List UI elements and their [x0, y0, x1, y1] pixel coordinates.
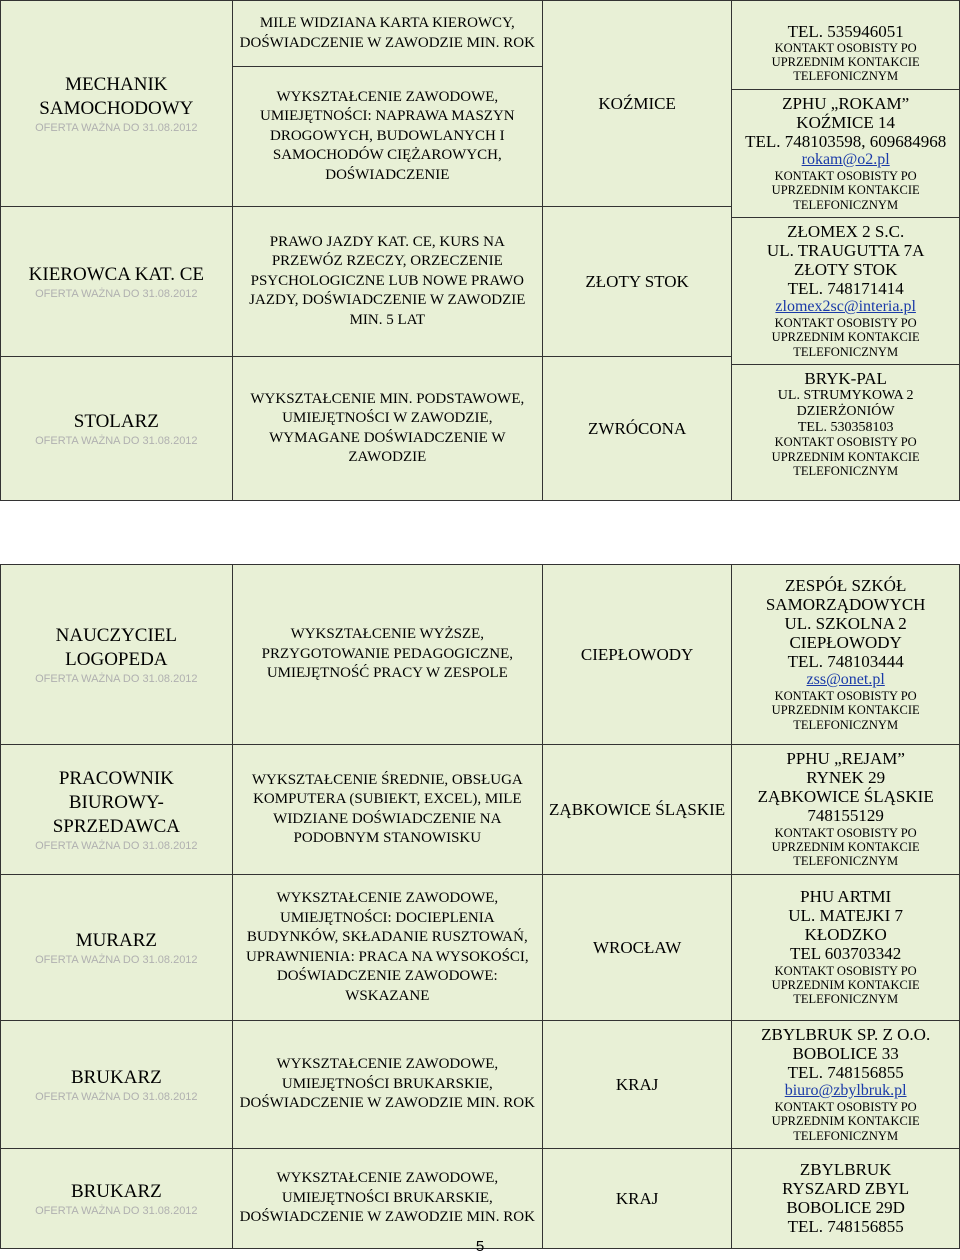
email-link[interactable]: zlomex2sc@interia.pl: [775, 298, 916, 316]
validity-note: OFERTA WAŻNA DO 31.08.2012: [35, 288, 198, 300]
requirements-cell: WYKSZTAŁCENIE MIN. PODSTAWOWE, UMIEJĘTNOŚCI W ZAWODZIE, WYMAGANE DOŚWIADCZENIE W ZAWODZIE: [232, 357, 542, 501]
place-cell: CIEPŁOWODY: [542, 565, 731, 745]
employer-entry: ZBYLBRUK SP. Z O.O. BOBOLICE 33 TEL. 748156855 biuro@zbylbruk.pl KONTAKT OSOBISTY PO UPRZEDNIM KONTAKCIE TELEFONICZNYM: [761, 1025, 931, 1143]
employer-entry: ZBYLBRUK RYSZARD ZBYL BOBOLICE 29D TEL. 748156855: [782, 1160, 910, 1237]
position-cell: [1, 875, 233, 1021]
employer-entry: BRYK-PAL UL. STRUMYKOWA 2 DZIERŻONIÓW TEL. 530358103 KONTAKT OSOBISTY PO UPRZEDNIM KONTAKCIE TELEFONICZNYM: [771, 369, 920, 478]
email-link[interactable]: biuro@zbylbruk.pl: [784, 1082, 907, 1100]
employer-cell: [732, 875, 960, 1021]
employer-entry: PPHU „REJAM” RYNEK 29 ZĄBKOWICE ŚLĄSKIE 748155129 KONTAKT OSOBISTY PO UPRZEDNIM KONTAKCIE TELEFONICZNYM: [757, 749, 934, 869]
position-title: BRUKARZ: [70, 1067, 162, 1089]
employer-cell: [732, 1, 960, 501]
validity-note: OFERTA WAŻNA DO 31.08.2012: [35, 840, 198, 852]
position-cell: [1, 357, 233, 501]
place-cell: ZŁOTY STOK: [542, 207, 731, 357]
employer-entry: TEL. 535946051 KONTAKT OSOBISTY PO UPRZEDNIM KONTAKCIE TELEFONICZNYM: [732, 18, 959, 90]
validity-note: OFERTA WAŻNA DO 31.08.2012: [35, 1205, 198, 1218]
requirements-cell: WYKSZTAŁCENIE ZAWODOWE, UMIEJĘTNOŚCI: NAPRAWA MASZYN DROGOWYCH, BUDOWLANYCH I SAMOCHODÓW CIĘŻAROWYCH, DOŚWIADCZENIE: [232, 67, 542, 207]
validity-note: OFERTA WAŻNA DO 31.08.2012: [35, 435, 198, 447]
requirements-cell: MILE WIDZIANA KARTA KIEROWCY, DOŚWIADCZENIE W ZAWODZIE MIN. ROK: [232, 1, 542, 67]
place-cell: KOŹMICE: [542, 1, 731, 207]
employer-entry: ZPHU „ROKAM” KOŹMICE 14 TEL. 748103598, 609684968 rokam@o2.pl KONTAKT OSOBISTY PO UPRZEDNIM KONTAKCIE TELEFONICZNYM: [732, 90, 959, 218]
position-title: PRACOWNIK BIUROWY- SPRZEDAWCA: [52, 768, 180, 837]
place-cell: KRAJ: [542, 1021, 731, 1149]
place-cell: ZWRÓCONA: [542, 357, 731, 501]
job-offers-table-2: [0, 564, 960, 1249]
position-title: STOLARZ: [73, 411, 159, 432]
employer-cell: [732, 1149, 960, 1249]
position-cell: [1, 1, 233, 207]
validity-note: OFERTA WAŻNA DO 31.08.2012: [35, 1091, 198, 1104]
place-cell: KRAJ: [542, 1149, 731, 1249]
page-number: 5: [475, 1238, 485, 1255]
employer-cell: [732, 1021, 960, 1149]
employer-cell: [732, 745, 960, 875]
position-title: BRUKARZ: [70, 1181, 162, 1203]
requirements-cell: WYKSZTAŁCENIE ŚREDNIE, OBSŁUGA KOMPUTERA (SUBIEKT, EXCEL), MILE WIDZIANE DOŚWIADCZENIE NA PODOBNYM STANOWISKU: [232, 745, 542, 875]
employer-entry: PHU ARTMI UL. MATEJKI 7 KŁODZKO TEL 603703342 KONTAKT OSOBISTY PO UPRZEDNIM KONTAKCIE TELEFONICZNYM: [771, 887, 920, 1007]
place-cell: ZĄBKOWICE ŚLĄSKIE: [542, 745, 731, 875]
validity-note: OFERTA WAŻNA DO 31.08.2012: [35, 122, 198, 134]
validity-note: OFERTA WAŻNA DO 31.08.2012: [35, 954, 198, 966]
position-cell: [1, 207, 233, 357]
position-cell: [1, 1149, 233, 1249]
employer-entry: ZŁOMEX 2 S.C. UL. TRAUGUTTA 7A ZŁOTY STOK TEL. 748171414 zlomex2sc@interia.pl KONTAKT OSOBISTY PO UPRZEDNIM KONTAKCIE TELEFONICZNYM: [732, 218, 959, 365]
requirements-cell: WYKSZTAŁCENIE ZAWODOWE, UMIEJĘTNOŚCI BRUKARSKIE, DOŚWIADCZENIE W ZAWODZIE MIN. ROK: [232, 1021, 542, 1149]
email-link[interactable]: rokam@o2.pl: [801, 150, 890, 168]
employer-entry: ZESPÓŁ SZKÓŁ SAMORZĄDOWYCH UL. SZKOLNA 2 CIEPŁOWODY TEL. 748103444 zss@onet.pl KONTAKT OSOBISTY PO UPRZEDNIM KONTAKCIE TELEFONICZNYM: [765, 575, 926, 732]
position-cell: [1, 1021, 233, 1149]
position-cell: [1, 565, 233, 745]
job-offers-table-1: [0, 0, 960, 501]
validity-note: OFERTA WAŻNA DO 31.08.2012: [35, 673, 198, 685]
place-cell: WROCŁAW: [542, 875, 731, 1021]
employer-cell: [732, 565, 960, 745]
position-title: KIEROWCA KAT. CE: [28, 264, 205, 285]
email-link[interactable]: zss@onet.pl: [806, 671, 885, 689]
requirements-cell: WYKSZTAŁCENIE ZAWODOWE, UMIEJĘTNOŚCI BRUKARSKIE, DOŚWIADCZENIE W ZAWODZIE MIN. ROK: [232, 1149, 542, 1249]
requirements-cell: WYKSZTAŁCENIE ZAWODOWE, UMIEJĘTNOŚCI: DOCIEPLENIA BUDYNKÓW, SKŁADANIE RUSZTOWAŃ, UPRAWNIENIA: PRACA NA WYSOKOŚCI, DOŚWIADCZENIE ZAWODOWE: WSKAZANE: [232, 875, 542, 1021]
position-title: MECHANIK SAMOCHODOWY: [39, 74, 194, 119]
position-cell: [1, 745, 233, 875]
position-title: NAUCZYCIEL LOGOPEDA: [55, 625, 178, 670]
requirements-cell: WYKSZTAŁCENIE WYŻSZE, PRZYGOTOWANIE PEDAGOGICZNE, UMIEJĘTNOŚĆ PRACY W ZESPOLE: [232, 565, 542, 745]
position-title: MURARZ: [75, 930, 157, 951]
requirements-cell: PRAWO JAZDY KAT. CE, KURS NA PRZEWÓZ RZECZY, ORZECZENIE PSYCHOLOGICZNE LUB NOWE PRAWO JAZDY, DOŚWIADCZENIE W ZAWODZIE MIN. 5 LAT: [232, 207, 542, 357]
